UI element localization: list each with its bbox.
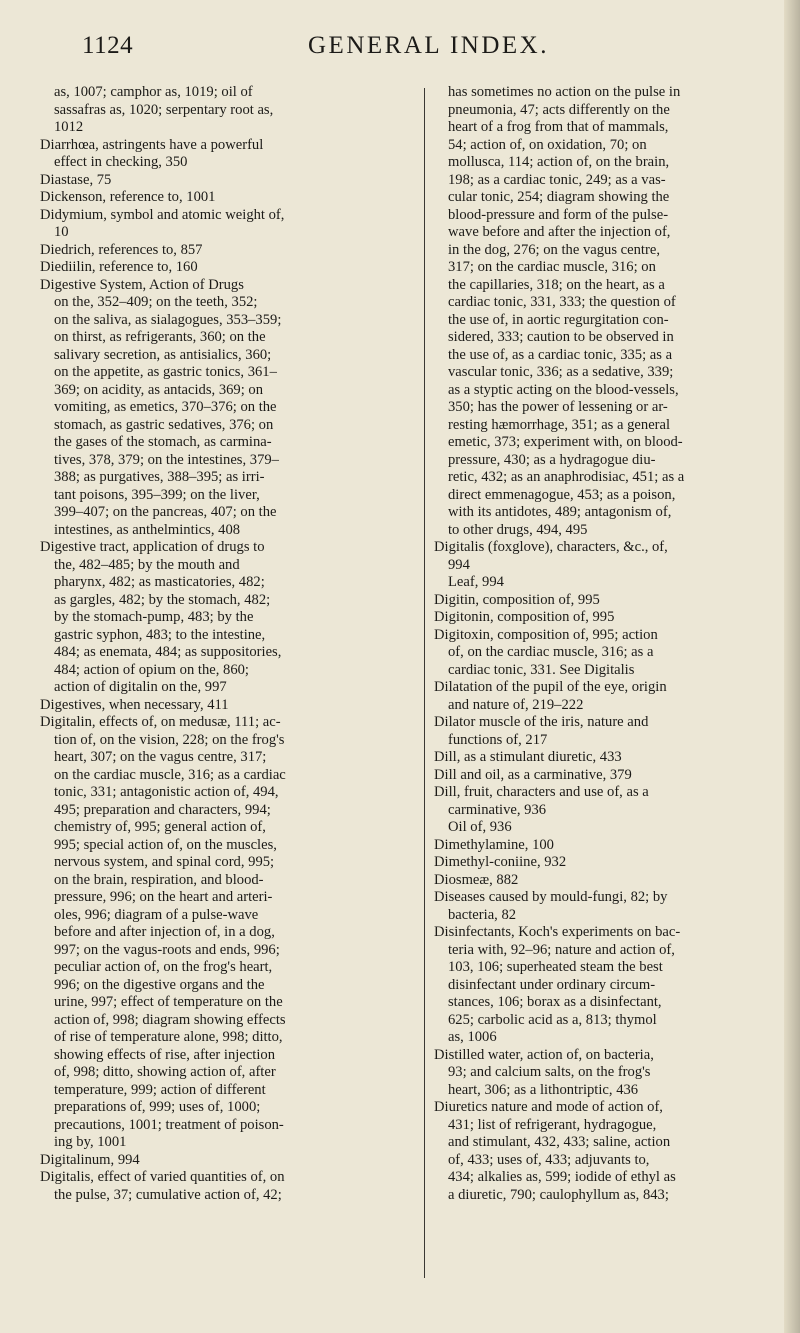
index-line: nervous system, and spinal cord, 995; bbox=[54, 854, 275, 870]
index-line: Digitalis, effect of varied quantities of, on bbox=[40, 1169, 285, 1185]
index-line: mollusca, 114; action of, on the brain, bbox=[448, 154, 670, 170]
index-line: precautions, 1001; treatment of poison- bbox=[54, 1116, 284, 1133]
index-line: of, 433; uses of, 433; adjuvants to, bbox=[448, 1151, 650, 1168]
index-line: tives, 378, 379; on the intestines, 379– bbox=[54, 451, 279, 468]
index-line: on thirst, as refrigerants, 360; on the bbox=[54, 329, 266, 345]
index-line: heart, 306; as a lithontriptic, 436 bbox=[448, 1081, 639, 1098]
index-line: 996; on the digestive organs and the bbox=[54, 976, 265, 993]
index-line: Digitonin, composition of, 995 bbox=[434, 609, 615, 625]
index-line: 93; and calcium salts, on the frog's bbox=[448, 1064, 651, 1080]
index-line: 997; on the vagus-roots and ends, 996; bbox=[54, 941, 280, 958]
page-header bbox=[0, 32, 800, 72]
index-line: chemistry of, 995; general action of, bbox=[54, 819, 266, 835]
index-line: Digitalin, effects of, on medusæ, 111; ac- bbox=[40, 714, 281, 730]
index-line: 1012 bbox=[54, 119, 84, 135]
index-line: 198; as a cardiac tonic, 249; as a vas- bbox=[448, 171, 666, 188]
index-line: emetic, 373; experiment with, on blood- bbox=[448, 434, 683, 450]
index-line: retic, 432; as an anaphrodisiac, 451; as a bbox=[448, 469, 685, 485]
index-line: ing by, 1001 bbox=[54, 1134, 127, 1150]
index-line: has sometimes no action on the pulse in bbox=[448, 84, 681, 100]
index-line: and stimulant, 432, 433; saline, action bbox=[448, 1134, 671, 1150]
index-line: showing effects of rise, after injection bbox=[54, 1046, 275, 1063]
index-line: Diedrich, references to, 857 bbox=[40, 241, 203, 258]
index-line: the capillaries, 318; on the heart, as a bbox=[448, 276, 665, 293]
index-line: as a styptic acting on the blood-vessels, bbox=[448, 381, 679, 398]
index-line: stomach, as gastric sedatives, 376; on bbox=[54, 416, 274, 433]
index-line: Oil of, 936 bbox=[448, 819, 512, 835]
index-line: Digitalis (foxglove), characters, &c., of, bbox=[434, 539, 668, 555]
index-line: effect in checking, 350 bbox=[54, 154, 188, 170]
index-line: the gases of the stomach, as carmina- bbox=[54, 434, 272, 450]
index-line: pharynx, 482; as masticatories, 482; bbox=[54, 574, 265, 590]
index-line: Dill, fruit, characters and use of, as a bbox=[434, 784, 649, 800]
index-line: as, 1007; camphor as, 1019; oil of bbox=[54, 84, 253, 100]
index-line: 388; as purgatives, 388–395; as irri- bbox=[54, 469, 265, 485]
index-line: peculiar action of, on the frog's heart, bbox=[54, 959, 273, 975]
index-line: bacteria, 82 bbox=[448, 906, 517, 923]
index-line: 484; action of opium on the, 860; bbox=[54, 661, 249, 678]
index-line: Dimethyl-coniine, 932 bbox=[434, 854, 567, 870]
index-line: 369; on acidity, as antacids, 369; on bbox=[54, 381, 264, 398]
column-divider bbox=[424, 88, 425, 1278]
index-line: and nature of, 219–222 bbox=[448, 696, 584, 713]
index-line: Diuretics nature and mode of action of, bbox=[434, 1099, 663, 1115]
index-line: vomiting, as emetics, 370–376; on the bbox=[54, 399, 277, 415]
index-line: the, 482–485; by the mouth and bbox=[54, 556, 240, 573]
index-line: wave before and after the injection of, bbox=[448, 224, 671, 240]
index-line: pressure, 430; as a hydragogue diu- bbox=[448, 451, 656, 468]
index-line: Diediilin, reference to, 160 bbox=[40, 259, 198, 275]
index-line: Digestives, when necessary, 411 bbox=[40, 696, 229, 713]
index-line: Diseases caused by mould-fungi, 82; by bbox=[434, 889, 668, 905]
index-line: action of digitalin on the, 997 bbox=[54, 679, 227, 695]
index-line: 399–407; on the pancreas, 407; on the bbox=[54, 504, 277, 520]
index-line: action of, 998; diagram showing effects bbox=[54, 1011, 286, 1028]
index-line: Digitin, composition of, 995 bbox=[434, 591, 600, 608]
index-line: stances, 106; borax as a disinfectant, bbox=[448, 994, 662, 1010]
index-line: tonic, 331; antagonistic action of, 494, bbox=[54, 784, 279, 800]
index-line: 103, 106; superheated steam the best bbox=[448, 959, 663, 975]
index-line: 54; action of, on oxidation, 70; on bbox=[448, 136, 647, 153]
index-line: of rise of temperature alone, 998; ditto, bbox=[54, 1029, 283, 1045]
index-line: on the appetite, as gastric tonics, 361– bbox=[54, 364, 277, 380]
page-edge-shadow bbox=[784, 0, 800, 1333]
running-head: GENERAL INDEX. bbox=[308, 32, 549, 59]
index-line: with its antidotes, 489; antagonism of, bbox=[448, 504, 672, 520]
index-line: vascular tonic, 336; as a sedative, 339; bbox=[448, 364, 674, 380]
index-line: urine, 997; effect of temperature on the bbox=[54, 994, 283, 1010]
index-line: Diarrhœa, astringents have a powerful bbox=[40, 136, 264, 153]
index-line: 317; on the cardiac muscle, 316; on bbox=[448, 259, 656, 275]
index-line: gastric syphon, 483; to the intestine, bbox=[54, 626, 266, 643]
index-line: oles, 996; diagram of a pulse-wave bbox=[54, 906, 259, 923]
index-line: Distilled water, action of, on bacteria, bbox=[434, 1046, 654, 1063]
index-column-left bbox=[40, 84, 370, 1204]
index-line: on the brain, respiration, and blood- bbox=[54, 871, 264, 888]
index-line: pressure, 996; on the heart and arteri- bbox=[54, 889, 273, 905]
index-line: 350; has the power of lessening or ar- bbox=[448, 399, 668, 415]
index-line: 625; carbolic acid as a, 813; thymol bbox=[448, 1011, 657, 1028]
index-line: 434; alkalies as, 599; iodide of ethyl as bbox=[448, 1169, 676, 1185]
index-line: by the stomach-pump, 483; by the bbox=[54, 609, 254, 625]
index-line: cardiac tonic, 331. See Digitalis bbox=[448, 661, 635, 678]
index-line: on the saliva, as sialagogues, 353–359; bbox=[54, 311, 282, 328]
index-line: the pulse, 37; cumulative action of, 42; bbox=[54, 1186, 282, 1203]
index-line: of, on the cardiac muscle, 316; as a bbox=[448, 644, 654, 660]
index-line: a diuretic, 790; caulophyllum as, 843; bbox=[448, 1186, 669, 1203]
index-line: to other drugs, 494, 495 bbox=[448, 521, 588, 538]
index-line: carminative, 936 bbox=[448, 801, 547, 818]
index-line: tant poisons, 395–399; on the liver, bbox=[54, 486, 260, 503]
index-line: functions of, 217 bbox=[448, 731, 548, 748]
index-line: direct emmenagogue, 453; as a poison, bbox=[448, 486, 676, 503]
index-line: Dill, as a stimulant diuretic, 433 bbox=[434, 749, 622, 765]
index-line: 995; special action of, on the muscles, bbox=[54, 836, 277, 853]
index-line: as gargles, 482; by the stomach, 482; bbox=[54, 591, 271, 608]
page-number: 1124 bbox=[82, 32, 134, 59]
index-line: Digestive System, Action of Drugs bbox=[40, 276, 244, 293]
index-line: intestines, as anthelmintics, 408 bbox=[54, 521, 241, 538]
index-line: sidered, 333; caution to be observed in bbox=[448, 329, 674, 345]
index-line: blood-pressure and form of the pulse- bbox=[448, 206, 669, 223]
index-line: 484; as enemata, 484; as suppositories, bbox=[54, 644, 282, 660]
index-line: disinfectant under ordinary circum- bbox=[448, 976, 656, 993]
index-line: the use of, as a cardiac tonic, 335; as a bbox=[448, 346, 673, 363]
index-column-right bbox=[434, 84, 764, 1204]
index-line: heart of a frog from that of mammals, bbox=[448, 119, 669, 135]
index-line: tion of, on the vision, 228; on the frog's bbox=[54, 731, 285, 748]
index-line: Leaf, 994 bbox=[448, 574, 504, 590]
index-line: in the dog, 276; on the vagus centre, bbox=[448, 241, 660, 258]
index-line: Dickenson, reference to, 1001 bbox=[40, 189, 216, 205]
index-line: salivary secretion, as antisialics, 360; bbox=[54, 346, 272, 363]
index-line: resting hæmorrhage, 351; as a general bbox=[448, 416, 671, 433]
index-line: teria with, 92–96; nature and action of, bbox=[448, 941, 675, 958]
index-line: Didymium, symbol and atomic weight of, bbox=[40, 206, 285, 223]
index-line: 495; preparation and characters, 994; bbox=[54, 801, 271, 818]
index-line: Diastase, 75 bbox=[40, 171, 112, 188]
index-line: pneumonia, 47; acts differently on the bbox=[448, 101, 670, 118]
index-line: on the, 352–409; on the teeth, 352; bbox=[54, 294, 258, 310]
index-line: preparations of, 999; uses of, 1000; bbox=[54, 1099, 261, 1115]
index-line: 431; list of refrigerant, hydragogue, bbox=[448, 1116, 657, 1133]
index-line: temperature, 999; action of different bbox=[54, 1081, 266, 1098]
index-line: Dilator muscle of the iris, nature and bbox=[434, 714, 649, 730]
index-line: before and after injection of, in a dog, bbox=[54, 924, 275, 940]
index-line: Digitalinum, 994 bbox=[40, 1151, 140, 1168]
index-line: on the cardiac muscle, 316; as a cardiac bbox=[54, 766, 286, 783]
index-line: cular tonic, 254; diagram showing the bbox=[448, 189, 670, 205]
index-line: of, 998; ditto, showing action of, after bbox=[54, 1064, 276, 1080]
index-line: 10 bbox=[54, 224, 69, 240]
index-line: Dimethylamine, 100 bbox=[434, 836, 554, 853]
index-line: Digitoxin, composition of, 995; action bbox=[434, 626, 658, 643]
index-line: Digestive tract, application of drugs to bbox=[40, 539, 265, 555]
index-line: Dill and oil, as a carminative, 379 bbox=[434, 766, 632, 783]
index-line: cardiac tonic, 331, 333; the question of bbox=[448, 294, 676, 310]
index-line: the use of, in aortic regurgitation con- bbox=[448, 311, 669, 328]
index-line: Disinfectants, Koch's experiments on bac- bbox=[434, 924, 681, 940]
index-line: Diosmeæ, 882 bbox=[434, 871, 519, 888]
index-line: sassafras as, 1020; serpentary root as, bbox=[54, 101, 274, 118]
index-line: 994 bbox=[448, 556, 470, 573]
index-line: heart, 307; on the vagus centre, 317; bbox=[54, 749, 267, 765]
index-line: Dilatation of the pupil of the eye, origin bbox=[434, 679, 667, 695]
index-line: as, 1006 bbox=[448, 1029, 497, 1045]
